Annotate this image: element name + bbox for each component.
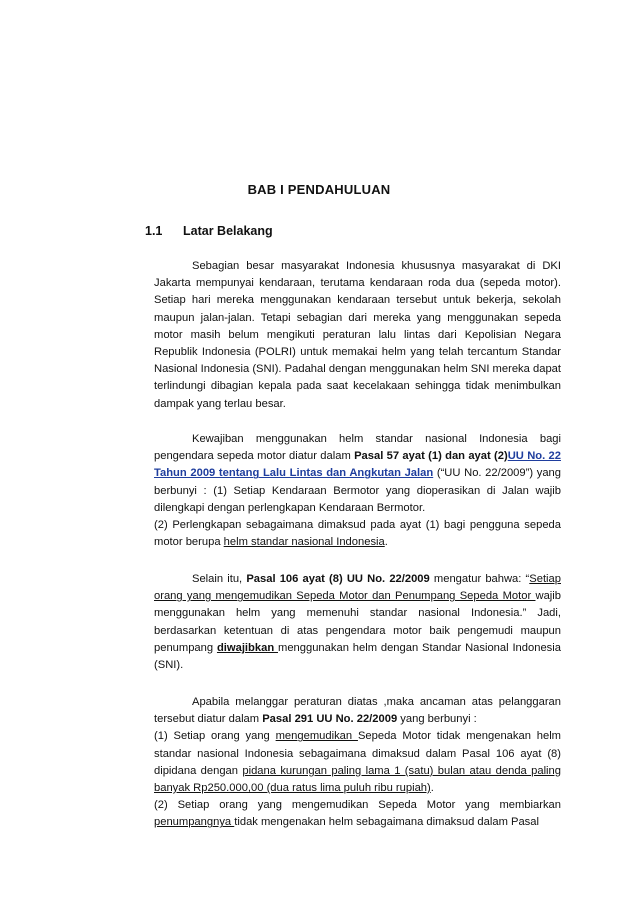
paragraph-background <box>154 258 561 413</box>
paragraph-text: wajib menggunakan helm yang memenuhi standar nasional Indonesia.” Jadi, berdasarkan ketentuan di atas pengendara motor baik pengemudi maupun penumpang <box>154 590 561 654</box>
underlined-text: mengemudikan <box>275 730 358 743</box>
paragraph-text: (1) Setiap orang yang <box>154 730 276 743</box>
paragraph-text: Sepeda Motor tidak mengenakan helm standar nasional Indonesia sebagaimana dimaksud dalam Pasal 106 ayat (8) dipidana dengan <box>154 730 562 777</box>
chapter-title: BAB I PENDAHULUAN <box>247 182 391 197</box>
underlined-text: pidana kurungan paling lama 1 (satu) bulan atau denda paling banyak Rp250.000,00 (dua ratus lima puluh ribu rupiah) <box>154 764 561 795</box>
law-article-bold: Pasal 106 ayat (8) UU No. 22/2009 <box>246 573 430 585</box>
law-article-bold: Pasal 57 ayat (1) dan ayat (2) <box>354 450 508 463</box>
paragraph-text: mengatur bahwa: “ <box>429 573 530 585</box>
paragraph-text: (“UU No. 22/2009”) yang berbunyi : (1) Setiap Kendaraan Bermotor yang dioperasikan di Jalan wajib dilengkapi dengan perlengkapan Kendaraan Bermotor. <box>154 467 561 514</box>
section-title: Latar Belakang <box>183 224 273 238</box>
paragraph-text: Kewajiban menggunakan helm standar nasional Indonesia bagi pengendara sepeda motor diatur dalam <box>154 433 561 463</box>
law-article-bold: Pasal 291 UU No. 22/2009 <box>262 713 398 726</box>
paragraph-text: . <box>430 782 434 795</box>
paragraph-text: tidak mengenakan helm sebagaimana dimaksud dalam Pasal <box>234 816 539 829</box>
bold-underlined-text: diwajibkan <box>216 641 278 654</box>
underlined-text: Setiap orang yang mengemudikan Sepeda Motor dan Penumpang Sepeda Motor <box>154 573 561 603</box>
paragraph-text: (2) Perlengkapan sebagaimana dimaksud pada ayat (1) bagi pengguna sepeda motor berupa <box>154 519 561 549</box>
law-link[interactable]: UU No. 22 Tahun 2009 tentang Lalu Lintas dan Angkutan Jalan <box>154 450 561 480</box>
paragraph-text: yang berbunyi : <box>397 713 477 726</box>
underlined-text: penumpangnya <box>154 816 235 829</box>
paragraph-text: (2) Setiap orang yang mengemudikan Sepeda Motor yang membiarkan <box>154 799 561 812</box>
paragraph-text: Selain itu, <box>192 573 247 585</box>
section-heading <box>145 224 273 238</box>
underlined-text: helm standar nasional Indonesia <box>223 536 385 549</box>
paragraph-text: Sebagian besar masyarakat Indonesia khususnya masyarakat di DKI Jakarta mempunyai kendaraan, terutama kendaraan roda dua (sepeda motor). Setiap hari mereka menggunakan kendaraan tersebut untuk bekerja, sekolah maupun jalan-jalan. Tetapi sebagian dari mereka yang menggunakan sepeda motor masih belum mengikuti peraturan lalu lintas dari Kepolisian Negara Republik Indonesia (POLRI) untuk memakai helm yang telah tercantum Standar Nasional Indonesia (SNI). Padahal dengan menggunakan helm SNI mereka dapat terlindungi dibagian kepala pada saat kecelakaan sehingga tidak menimbulkan dampak yang terlau besar. <box>154 260 561 410</box>
paragraph-text: menggunakan helm dengan Standar Nasional Indonesia (SNI). <box>154 641 561 672</box>
paragraph-article-291 <box>154 694 561 832</box>
paragraph-text: . <box>384 536 388 549</box>
paragraph-helmet-obligation <box>154 431 561 551</box>
section-number: 1.1 <box>145 224 163 238</box>
paragraph-text: Apabila melanggar peraturan diatas ,maka ancaman atas pelanggaran tersebut diatur dalam <box>154 696 561 726</box>
paragraph-article-106 <box>154 571 561 674</box>
